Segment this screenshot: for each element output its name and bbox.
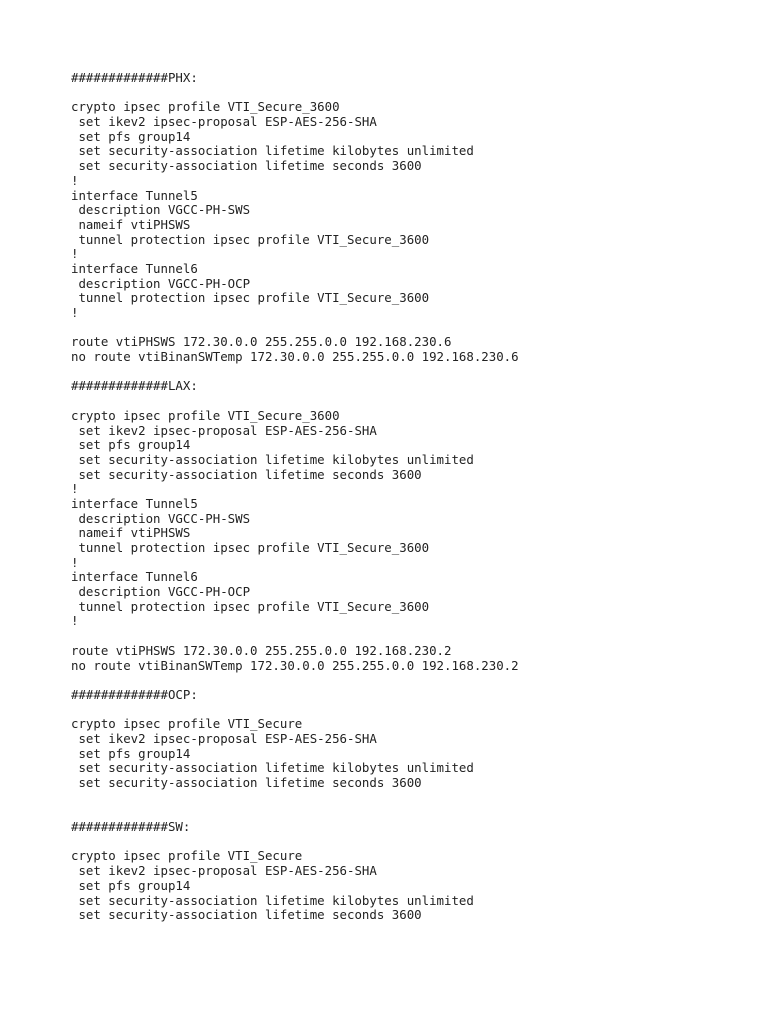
config-line: set security-association lifetime seconds 3600: [71, 158, 422, 174]
config-line: set ikev2 ipsec-proposal ESP-AES-256-SHA: [71, 114, 377, 130]
route-block: [71, 644, 751, 673]
config-line: !: [71, 554, 79, 570]
config-line: crypto ipsec profile VTI_Secure_3600: [71, 407, 340, 423]
config-block: [71, 849, 751, 922]
config-line: description VGCC-PH-OCP: [71, 275, 251, 291]
config-line: !: [71, 246, 79, 262]
config-line: set security-association lifetime kilobytes unlimited: [71, 451, 474, 467]
route-line: route vtiPHSWS 172.30.0.0 255.255.0.0 192.168.230.2: [71, 642, 452, 658]
config-block: [71, 100, 751, 320]
config-line: set pfs group14: [71, 128, 191, 144]
config-line: interface Tunnel6: [71, 260, 198, 276]
config-line: set ikev2 ipsec-proposal ESP-AES-256-SHA: [71, 730, 377, 746]
config-line: crypto ipsec profile VTI_Secure: [71, 848, 303, 864]
config-block: [71, 717, 751, 790]
config-line: set pfs group14: [71, 437, 191, 453]
section-header: #############OCP:: [71, 686, 198, 702]
config-line: set ikev2 ipsec-proposal ESP-AES-256-SHA: [71, 422, 377, 438]
config-line: !: [71, 613, 79, 629]
config-line: set security-association lifetime kilobytes unlimited: [71, 143, 474, 159]
config-line: tunnel protection ipsec profile VTI_Secure_3600: [71, 598, 430, 614]
config-document: [71, 71, 751, 923]
route-line: no route vtiBinanSWTemp 172.30.0.0 255.255.0.0 192.168.230.2: [71, 657, 519, 673]
config-line: !: [71, 172, 79, 188]
config-line: set pfs group14: [71, 877, 191, 893]
section-header: #############LAX:: [71, 378, 198, 394]
config-line: interface Tunnel5: [71, 495, 198, 511]
config-block: [71, 409, 751, 629]
config-line: tunnel protection ipsec profile VTI_Secure_3600: [71, 290, 430, 306]
config-line: set security-association lifetime kilobytes unlimited: [71, 760, 474, 776]
config-line: description VGCC-PH-SWS: [71, 202, 251, 218]
config-line: set security-association lifetime seconds 3600: [71, 775, 422, 790]
config-line: interface Tunnel5: [71, 187, 198, 203]
section-ocp: [71, 688, 751, 820]
route-line: no route vtiBinanSWTemp 172.30.0.0 255.255.0.0 192.168.230.6: [71, 349, 519, 365]
section-header: #############PHX:: [71, 70, 198, 85]
config-line: description VGCC-PH-SWS: [71, 510, 251, 526]
config-line: tunnel protection ipsec profile VTI_Secure_3600: [71, 540, 430, 555]
section-header: #############SW:: [71, 819, 191, 835]
route-line: route vtiPHSWS 172.30.0.0 255.255.0.0 192.168.230.6: [71, 334, 452, 350]
config-line: crypto ipsec profile VTI_Secure: [71, 716, 303, 732]
config-line: set ikev2 ipsec-proposal ESP-AES-256-SHA: [71, 863, 377, 879]
config-line: crypto ipsec profile VTI_Secure_3600: [71, 99, 340, 115]
config-line: !: [71, 481, 79, 497]
config-line: nameif vtiPHSWS: [71, 216, 191, 232]
route-block: [71, 335, 751, 364]
config-line: set security-association lifetime kilobytes unlimited: [71, 892, 474, 908]
section-lax: [71, 379, 751, 687]
config-line: set pfs group14: [71, 745, 191, 761]
config-line: description VGCC-PH-OCP: [71, 584, 251, 600]
config-line: nameif vtiPHSWS: [71, 525, 191, 541]
config-line: interface Tunnel6: [71, 569, 198, 585]
config-line: set security-association lifetime seconds 3600: [71, 466, 422, 482]
section-sw: [71, 820, 751, 923]
config-line: set security-association lifetime seconds 3600: [71, 907, 422, 923]
section-phx: [71, 71, 751, 379]
config-line: !: [71, 305, 79, 320]
config-line: tunnel protection ipsec profile VTI_Secure_3600: [71, 231, 430, 247]
